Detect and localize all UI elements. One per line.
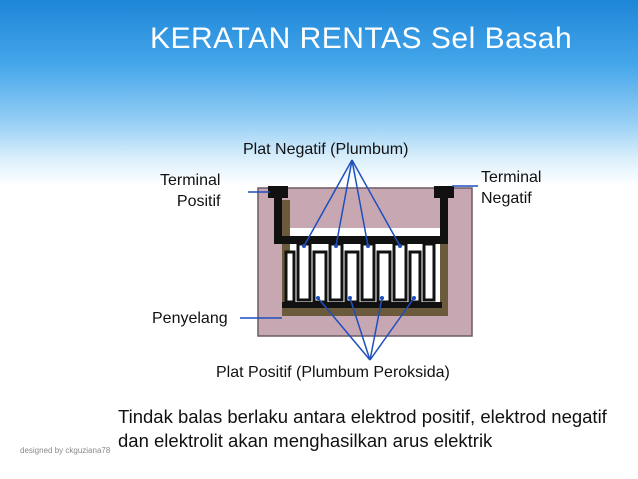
- label-terminal-negatif: Terminal Negatif: [481, 169, 542, 207]
- negative-plate-3: [362, 244, 374, 300]
- slide-caption: Tindak balas berlaku antara elektrod positif, elektrod negatif dan elektrolit akan menghasilkan arus elektrik: [118, 406, 607, 451]
- slide-title: KERATAN RENTAS Sel Basah: [150, 22, 573, 55]
- positive-plate-4: [378, 252, 390, 302]
- negative-plate-2: [330, 244, 342, 300]
- footer-credit: designed by ckguziana78: [20, 446, 111, 455]
- label-penyelang: Penyelang: [152, 310, 228, 327]
- positive-plate-5: [410, 252, 420, 302]
- label-terminal-positif: Terminal Positif: [160, 172, 221, 210]
- label-plat-negatif: Plat Negatif (Plumbum): [243, 141, 409, 158]
- negative-plate-1: [298, 244, 310, 300]
- positive-plate-2: [314, 252, 326, 302]
- terminal-positif-rod: [274, 196, 282, 244]
- negative-plate-5: [424, 244, 434, 300]
- positive-plate-1: [286, 252, 294, 302]
- positive-plate-bus: [282, 302, 442, 308]
- positive-plate-3: [346, 252, 358, 302]
- negative-plate-4: [394, 244, 406, 300]
- label-plat-positif: Plat Positif (Plumbum Peroksida): [216, 364, 450, 381]
